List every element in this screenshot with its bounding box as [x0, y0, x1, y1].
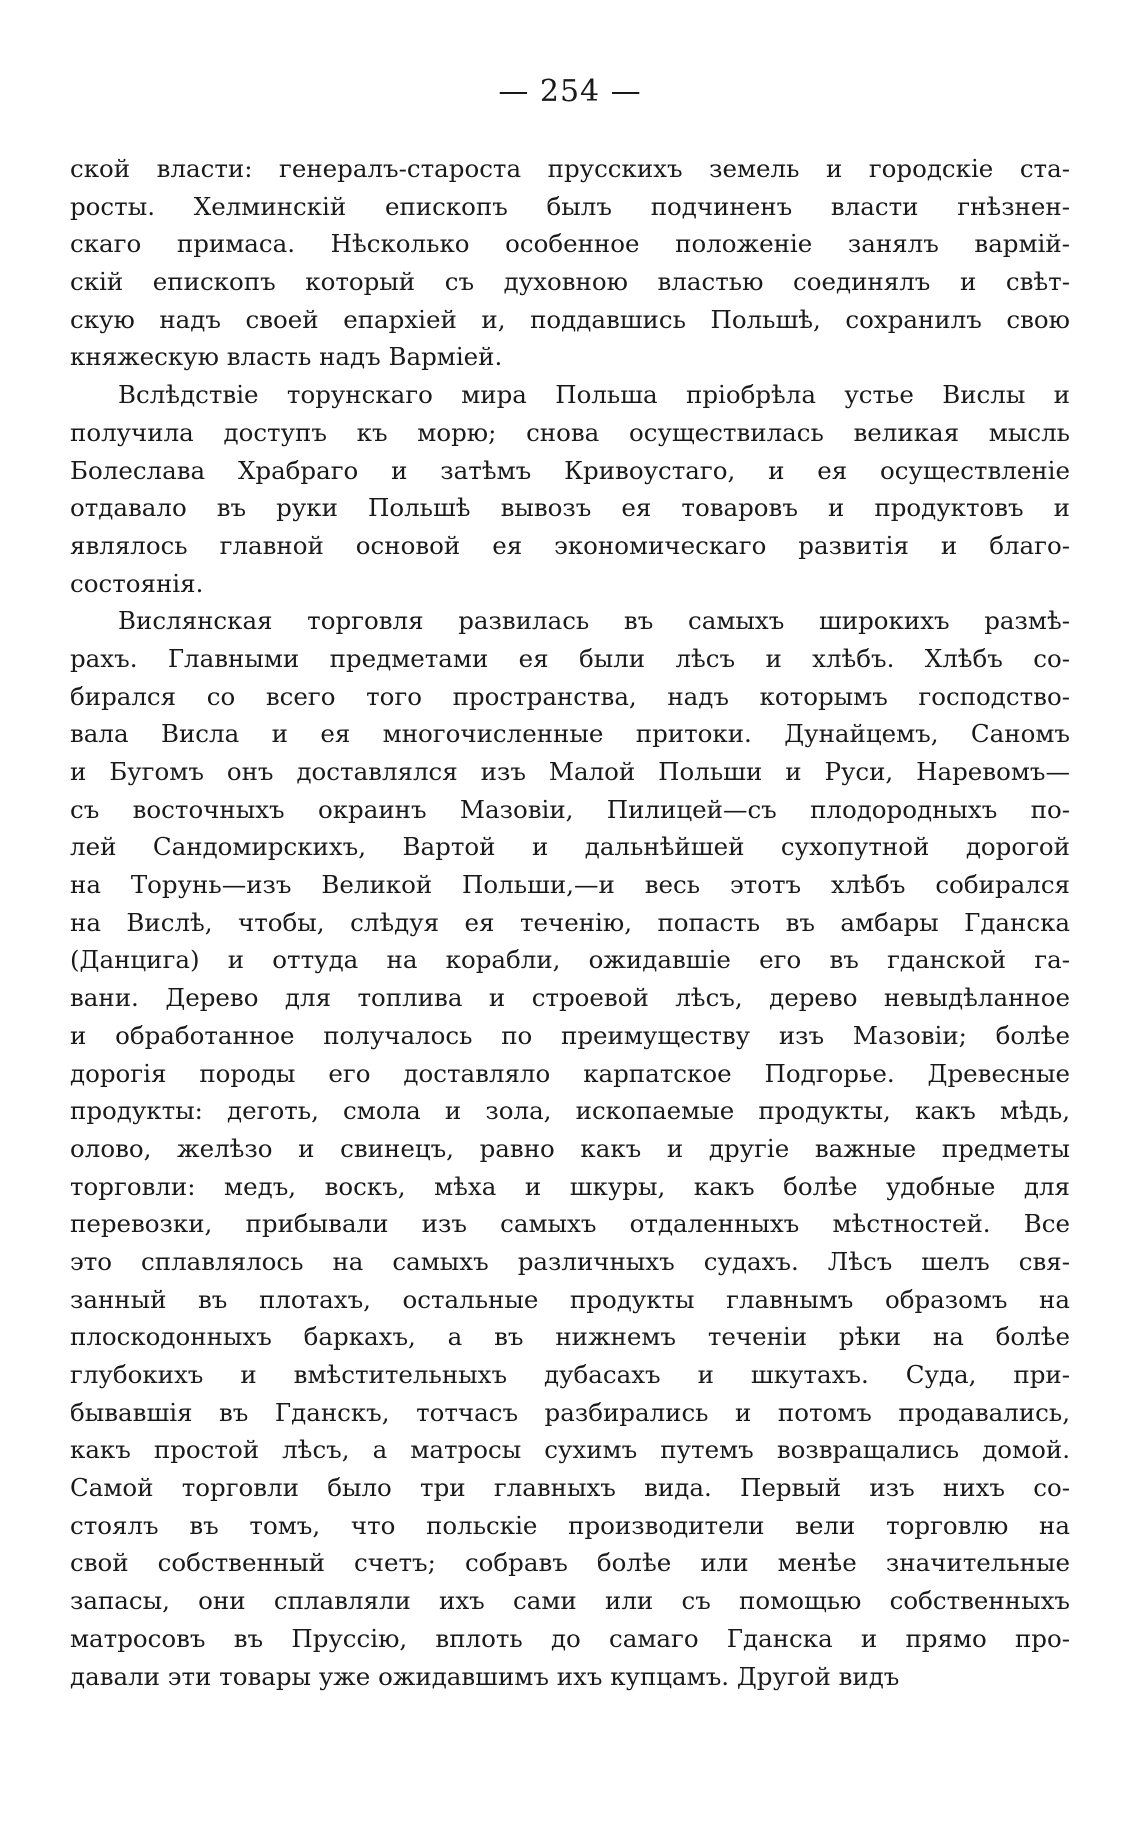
text-line: получила доступъ къ морю; снова осуществилась великая мысль	[70, 417, 1070, 447]
text-line: съ восточныхъ окраинъ Мазовіи, Пилицей—съ плодородныхъ по-	[70, 794, 1070, 824]
text-line: являлось главной основой ея экономическаго развитія и благо-	[70, 530, 1070, 560]
text-line: ской власти: генералъ-староста прусскихъ земель и городскіе ста-	[70, 154, 1070, 183]
body-text	[70, 150, 1070, 1695]
text-line: отдавало въ руки Польшѣ вывозъ ея товаровъ и продуктовъ и	[70, 493, 1070, 523]
text-line: запасы, они сплавляли ихъ сами или съ помощью собственныхъ	[70, 1586, 1070, 1616]
text-line: давали эти товары уже ожидавшимъ ихъ купцамъ. Другой видъ	[70, 1661, 900, 1691]
text-line: и обработанное получалось по преимуществу изъ Мазовіи; болѣе	[70, 1020, 1070, 1050]
text-line: рахъ. Главными предметами ея были лѣсъ и хлѣбъ. Хлѣбъ со-	[70, 643, 1070, 673]
text-line: перевозки, прибывали изъ самыхъ отдаленныхъ мѣстностей. Все	[70, 1209, 1070, 1239]
text-line: на Торунь—изъ Великой Польши,—и весь этотъ хлѣбъ собирался	[70, 870, 1070, 900]
text-line: занный въ плотахъ, остальные продукты главнымъ образомъ на	[70, 1284, 1070, 1314]
text-line: матросовъ въ Пруссію, вплоть до самаго Гданска и прямо про-	[70, 1623, 1070, 1653]
text-line: росты. Хелминскій епископъ былъ подчиненъ власти гнѣзнен-	[70, 191, 1070, 221]
page-number: — 254 —	[498, 74, 642, 109]
text-line: плоскодонныхъ баркахъ, а въ нижнемъ теченіи рѣки на болѣе	[70, 1322, 1070, 1352]
text-line: какъ простой лѣсъ, а матросы сухимъ путемъ возвращались домой.	[70, 1435, 1070, 1465]
text-line: лей Сандомирскихъ, Вартой и дальнѣйшей сухопутной дорогой	[70, 832, 1070, 862]
paragraph	[70, 376, 1070, 602]
text-line: на Вислѣ, чтобы, слѣдуя ея теченію, попасть въ амбары Гданска	[70, 907, 1070, 937]
text-line: скую надъ своей епархіей и, поддавшись Польшѣ, сохранилъ свою	[70, 304, 1070, 334]
text-line: Самой торговли было три главныхъ вида. Первый изъ нихъ со-	[70, 1473, 1070, 1503]
text-line: вани. Дерево для топлива и строевой лѣсъ, дерево невыдѣланное	[70, 983, 1070, 1013]
text-line: и Бугомъ онъ доставлялся изъ Малой Польши и Руси, Наревомъ—	[70, 757, 1070, 786]
text-line: княжескую власть надъ Вармiей.	[70, 342, 503, 372]
text-line: (Данцига) и оттуда на корабли, ожидавшіе его въ гданской га-	[70, 945, 1070, 975]
text-line: торговли: медъ, воскъ, мѣха и шкуры, какъ болѣе удобные для	[70, 1171, 1070, 1201]
text-line: глубокихъ и вмѣстительныхъ дубасахъ и шкутахъ. Суда, при-	[70, 1360, 1070, 1389]
text-line: бывавшія въ Гданскъ, тотчасъ разбирались и потомъ продавались,	[70, 1397, 1070, 1427]
text-line: бирался со всего того пространства, надъ которымъ господство-	[70, 681, 1070, 711]
text-line: это сплавлялось на самыхъ различныхъ судахъ. Лѣсъ шелъ свя-	[70, 1246, 1070, 1276]
text-line: дорогія породы его доставляло карпатское Подгорье. Древесные	[70, 1058, 1070, 1088]
text-line: состоянія.	[70, 568, 204, 598]
paragraph	[70, 150, 1070, 376]
text-line: Вслѣдствіе торунскаго мира Польша пріобрѣла устье Вислы и	[118, 380, 1070, 410]
text-line: вала Висла и ея многочисленные притоки. Дунайцемъ, Саномъ	[70, 719, 1070, 749]
text-line: скаго примаса. Нѣсколько особенное положеніе занялъ вармій-	[70, 229, 1070, 259]
text-line: свой собственный счетъ; собравъ болѣе или менѣе значительные	[70, 1548, 1070, 1578]
text-line: стоялъ въ томъ, что польскіе производители вели торговлю на	[70, 1510, 1070, 1540]
text-line: продукты: деготь, смола и зола, ископаемые продукты, какъ мѣдь,	[70, 1096, 1070, 1126]
text-line: Вислянская торговля развилась въ самыхъ широкихъ размѣ-	[118, 606, 1070, 636]
text-line: Болеслава Храбраго и затѣмъ Кривоустаго, и ея осуществленіе	[70, 455, 1070, 485]
text-line: олово, желѣзо и свинецъ, равно какъ и другіе важные предметы	[70, 1133, 1070, 1163]
paragraph	[70, 602, 1070, 1695]
text-line: скій епископъ который съ духовною властью соединялъ и свѣт-	[70, 267, 1070, 297]
